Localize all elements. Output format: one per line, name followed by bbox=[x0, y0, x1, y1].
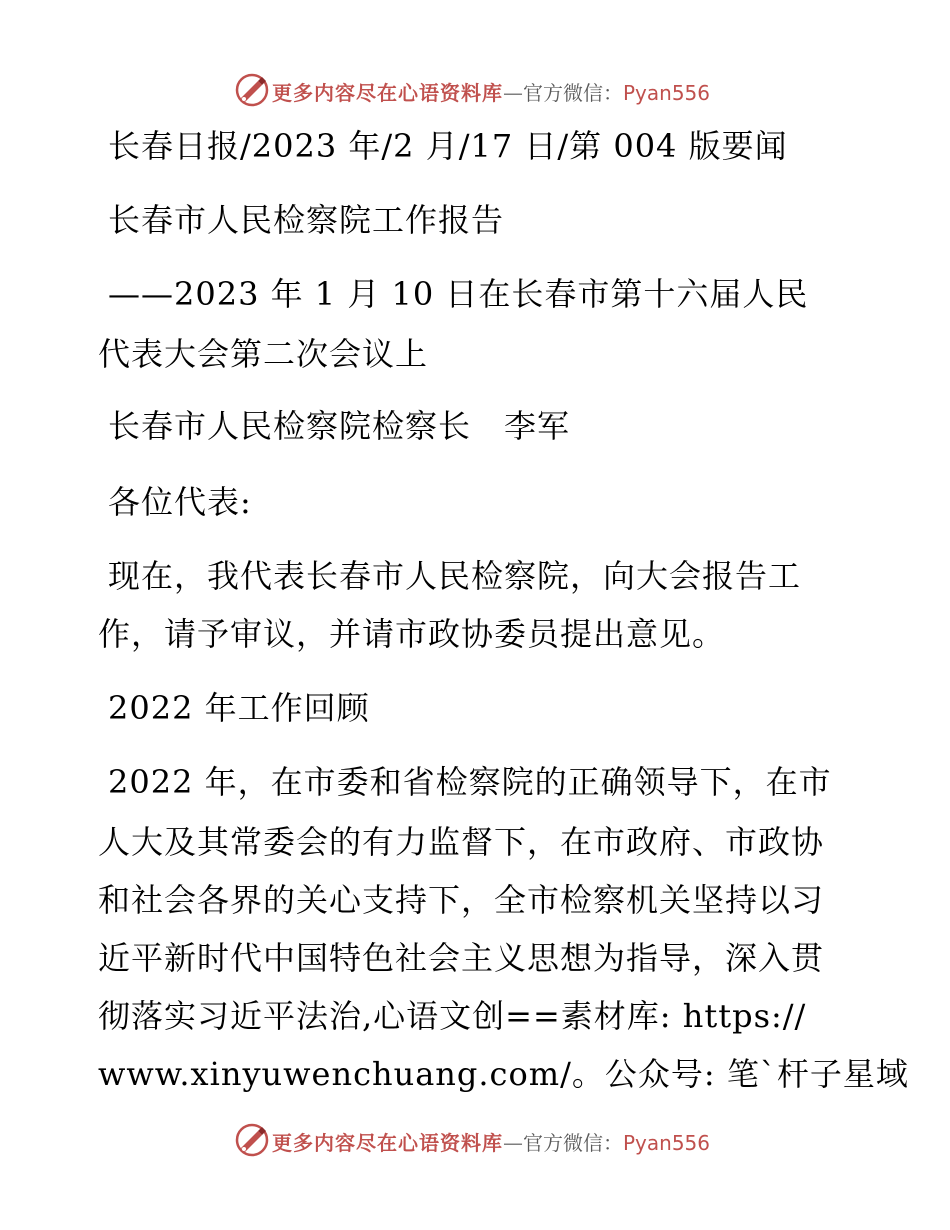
paragraph-line: 人大及其常委会的有力监督下，在市政府、市政协 bbox=[98, 823, 825, 861]
banner-text bbox=[272, 77, 710, 106]
paragraph-line: 近平新时代中国特色社会主义思想为指导，深入贯 bbox=[98, 939, 825, 977]
pen-logo-icon bbox=[234, 1122, 270, 1158]
paragraph-line: 现在，我代表长春市人民检察院，向大会报告工 bbox=[108, 557, 802, 595]
paragraph-line: 2022 年，在市委和省检察院的正确领导下，在市 bbox=[108, 763, 832, 801]
banner-wechat-id: Pyan556 bbox=[623, 1131, 711, 1155]
banner-text bbox=[272, 1127, 710, 1156]
banner-official-label: 官方微信： bbox=[523, 81, 623, 105]
paragraph-line: 彻落实习近平法治,心语文创==素材库: https:// bbox=[98, 997, 807, 1035]
section-heading: 2022 年工作回顾 bbox=[108, 689, 370, 727]
footer-watermark-banner bbox=[0, 1120, 950, 1160]
header-watermark-banner bbox=[0, 70, 950, 110]
paragraph-line: 和社会各界的关心支持下，全市检察机关坚持以习 bbox=[98, 881, 825, 919]
source-line: 长春日报/2023 年/2 月/17 日/第 004 版要闻 bbox=[108, 127, 788, 165]
salutation: 各位代表: bbox=[108, 483, 252, 521]
banner-official-label: 官方微信： bbox=[523, 1131, 623, 1155]
banner-main-text: 更多内容尽在心语资料库 bbox=[272, 1131, 503, 1155]
paragraph-line: 作，请予审议，并请市政协委员提出意见。 bbox=[98, 615, 726, 653]
banner-wechat-id: Pyan556 bbox=[623, 81, 711, 105]
author-line: 长春市人民检察院检察长 李军 bbox=[108, 407, 571, 445]
subtitle-line-1: ——2023 年 1 月 10 日在长春市第十六届人民 bbox=[108, 275, 809, 313]
report-title: 长春市人民检察院工作报告 bbox=[108, 201, 505, 239]
banner-main-text: 更多内容尽在心语资料库 bbox=[272, 81, 503, 105]
paragraph-line: www.xinyuwenchuang.com/。公众号: 笔`杆子星域 bbox=[98, 1055, 909, 1093]
subtitle-line-2: 代表大会第二次会议上 bbox=[98, 335, 429, 373]
banner-separator: — bbox=[503, 1131, 523, 1155]
pen-logo-icon bbox=[234, 72, 270, 108]
banner-separator: — bbox=[503, 81, 523, 105]
